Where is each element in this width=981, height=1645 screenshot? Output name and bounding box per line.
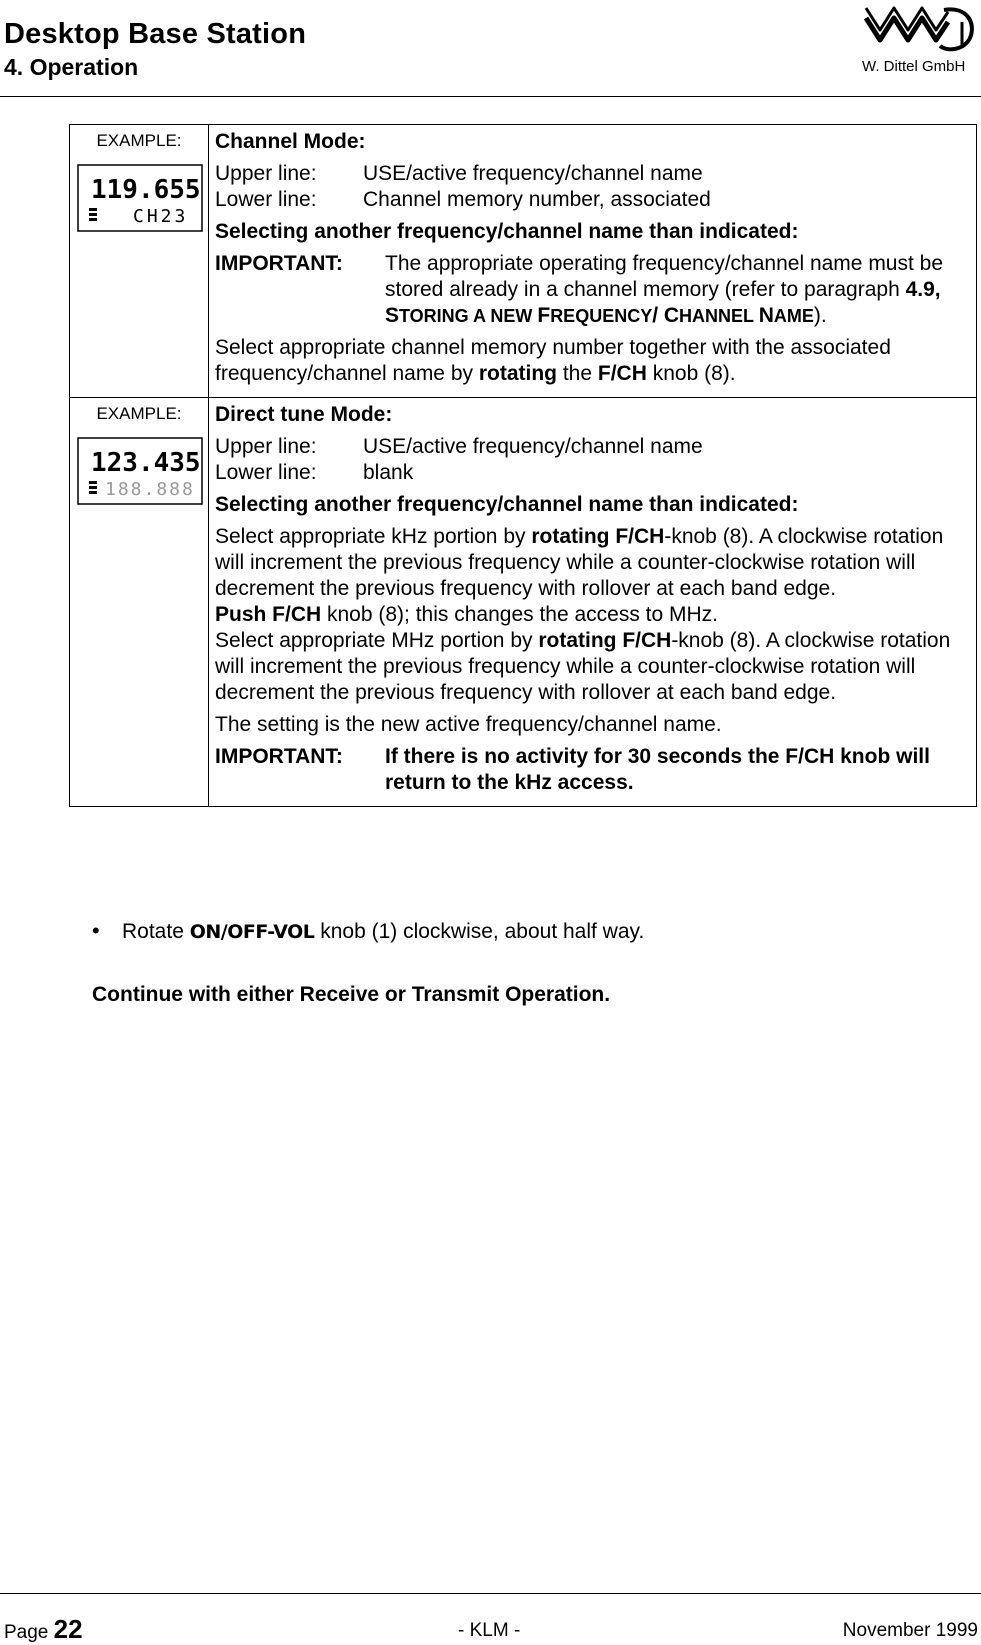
lower-line-key: Lower line:	[215, 461, 317, 484]
page-number-value: 22	[53, 1614, 83, 1644]
ref-title-part: HANNEL	[679, 306, 759, 326]
ref-title-part: TORING A NEW	[399, 306, 538, 326]
page-label: Page	[4, 1622, 54, 1643]
ref-title-part: S	[385, 304, 400, 327]
mode-table	[69, 124, 977, 807]
example-label: EXAMPLE:	[96, 131, 182, 150]
section-title: 4. Operation	[4, 54, 139, 80]
channel-mode-heading: Channel Mode:	[215, 130, 366, 153]
khz-text-bold: rotating F/CH	[531, 525, 665, 548]
select-text-part: Select appropriate channel memory number together with the associated frequency/channel name by	[215, 336, 891, 385]
upper-line-key: Upper line:	[215, 435, 317, 458]
header-divider	[0, 96, 981, 97]
lcd-upper-text: 119.655	[91, 175, 201, 205]
important-text: If there is no activity for 30 seconds the F/CH knob will return to the kHz access.	[385, 745, 930, 794]
footer-divider	[0, 1593, 981, 1594]
direct-mode-heading: Direct tune Mode:	[215, 403, 393, 426]
ref-title-part: C	[663, 304, 680, 327]
ref-title-part: REQUENCY	[550, 306, 653, 326]
upper-line-row	[215, 161, 970, 187]
mhz-instruction	[215, 628, 970, 706]
upper-line-value: USE/active frequency/channel name	[363, 435, 703, 458]
khz-text-part: -knob (8). A clockwise rotation will increment the previous frequency while a counter-clockwise rotation will decrement the previous frequency with rollover at each band edge.	[215, 525, 944, 600]
push-text-bold: Push F/CH	[215, 603, 322, 626]
lcd-upper-text: 123.435	[91, 448, 201, 478]
footer-center: - KLM -	[458, 1620, 521, 1641]
lcd-display-icon	[77, 164, 203, 232]
khz-instruction	[215, 524, 970, 602]
ref-title-part: F	[537, 304, 551, 327]
lower-line-key: Lower line:	[215, 188, 317, 211]
mhz-text-part: Select appropriate MHz portion by	[215, 629, 539, 652]
lower-line-row	[215, 187, 970, 213]
lower-line-value: Channel memory number, associated	[363, 188, 711, 211]
direct-tune-description	[209, 398, 977, 807]
push-instruction	[215, 602, 970, 628]
important-text-part: ).	[813, 304, 827, 327]
bullet-icon: •	[92, 918, 100, 943]
channel-example-cell	[70, 125, 209, 398]
select-text-bold: rotating	[478, 362, 557, 385]
footer-date: November 1999	[842, 1620, 978, 1641]
important-label: IMPORTANT:	[215, 745, 343, 768]
company-name: W. Dittel GmbH	[862, 58, 966, 75]
ref-title-part: AME	[773, 306, 814, 326]
direct-tune-row	[70, 398, 977, 807]
important-label: IMPORTANT:	[215, 252, 343, 275]
lower-line-value: blank	[363, 461, 414, 484]
setting-text: The setting is the new active frequency/channel name.	[215, 713, 722, 736]
lcd-lower-text: CH23	[133, 206, 189, 227]
ref-title-part: N	[758, 304, 774, 327]
upper-line-row	[215, 434, 970, 460]
rotate-instruction	[92, 918, 644, 944]
direct-important-note	[215, 744, 970, 796]
mhz-text-bold: rotating F/CH	[538, 629, 672, 652]
page-number	[4, 1614, 83, 1645]
paragraph-ref: 4.9,	[905, 278, 941, 301]
document-title: Desktop Base Station	[4, 18, 307, 50]
lower-line-row	[215, 460, 970, 486]
channel-mode-description	[209, 125, 977, 398]
ref-title-part: /	[652, 304, 664, 327]
select-text-part: knob (8).	[646, 362, 736, 385]
important-text-part: The appropriate operating frequency/channel name must be stored already in a channel memory (refer to paragraph	[385, 252, 944, 301]
select-text-part: the	[557, 362, 598, 385]
push-text-part: knob (8); this changes the access to MHz.	[321, 603, 719, 626]
upper-line-key: Upper line:	[215, 162, 317, 185]
bullet-text-part: Rotate	[122, 920, 190, 943]
channel-mode-row	[70, 125, 977, 398]
select-text-bold: F/CH	[597, 362, 647, 385]
upper-line-value: USE/active frequency/channel name	[363, 162, 703, 185]
knob-name: ON/OFF-VOL	[189, 921, 315, 943]
khz-text-part: Select appropriate kHz portion by	[215, 525, 532, 548]
mhz-text-part: -knob (8). A clockwise rotation will increment the previous frequency while a counter-clockwise rotation will decrement the previous frequency with rollover at each band edge.	[215, 629, 951, 704]
channel-select-heading: Selecting another frequency/channel name than indicated:	[215, 220, 799, 243]
channel-important-note	[215, 251, 970, 329]
channel-select-text	[215, 335, 970, 387]
continue-text: Continue with either Receive or Transmit Operation.	[92, 983, 611, 1006]
lcd-display-icon	[77, 437, 203, 505]
important-text	[385, 251, 970, 329]
bullet-text-part: knob (1) clockwise, about half way.	[314, 920, 645, 943]
direct-example-cell	[70, 398, 209, 807]
direct-select-heading: Selecting another frequency/channel name than indicated:	[215, 493, 799, 516]
example-label: EXAMPLE:	[96, 404, 182, 423]
lcd-lower-text: 188.888	[105, 479, 195, 500]
